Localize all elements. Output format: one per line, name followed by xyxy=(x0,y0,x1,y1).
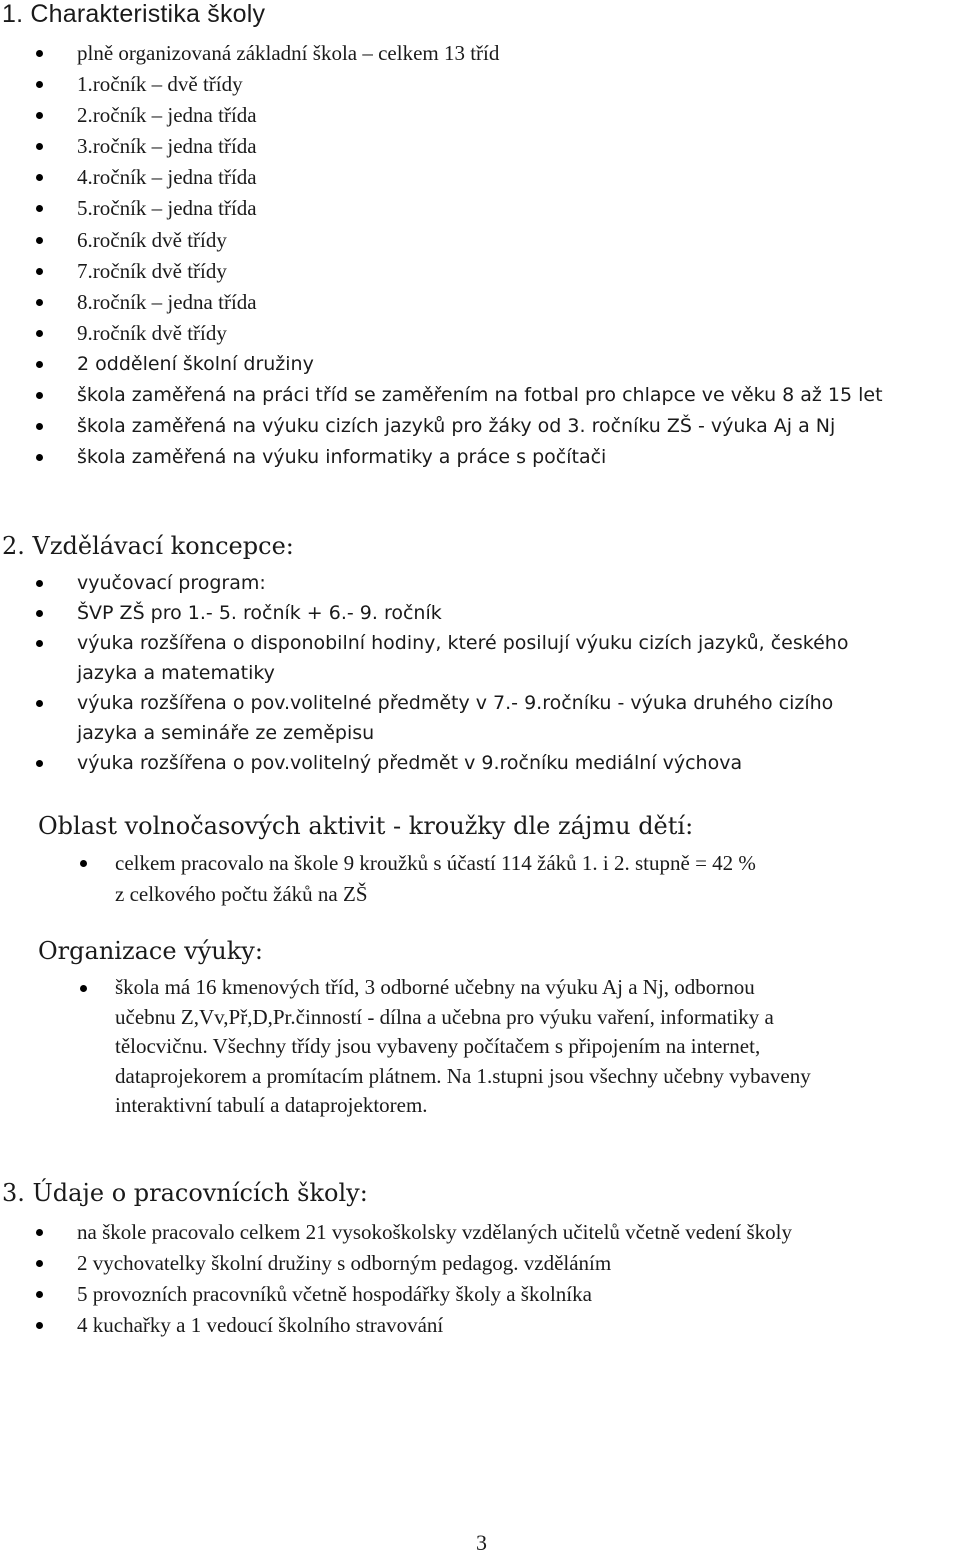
list-item xyxy=(30,442,883,473)
bullet-icon xyxy=(36,1291,43,1298)
list-item-text: 3.ročník – jedna třída xyxy=(77,134,257,159)
list-item-text: na škole pracovalo celkem 21 vysokoškolsky vzdělaných učitelů včetně vedení školy xyxy=(77,1220,792,1244)
bullet-icon xyxy=(36,423,43,430)
bullet-icon xyxy=(36,143,43,150)
list-item xyxy=(30,100,883,131)
list-item-text-continued: jazyka a semináře ze zeměpisu xyxy=(77,722,375,744)
section-2-heading: 2. Vzdělávací koncepce: xyxy=(2,532,294,560)
list-item xyxy=(30,349,883,380)
list-item-text: škola zaměřená na výuku cizích jazyků pro žáky od 3. ročníku ZŠ - výuka Aj a Nj xyxy=(77,415,836,438)
bullet-icon xyxy=(36,700,43,707)
list-item-text: 5.ročník – jedna třída xyxy=(77,196,257,221)
list-item-text: 7.ročník dvě třídy xyxy=(77,258,227,283)
bullet-icon xyxy=(80,985,87,992)
list-item-text: 8.ročník – jedna třída xyxy=(77,289,257,314)
list-item-text: ŠVP ZŠ pro 1.- 5. ročník + 6.- 9. ročník xyxy=(77,602,442,624)
staff-list xyxy=(30,1217,792,1341)
list-item xyxy=(30,598,848,628)
list-item xyxy=(30,69,883,100)
list-item xyxy=(30,568,848,598)
section-3-heading: 3. Údaje o pracovnících školy: xyxy=(2,1179,368,1207)
list-item-text-continued: z celkového počtu žáků na ZŠ xyxy=(115,882,368,906)
section-1-heading: 1. Charakteristika školy xyxy=(2,0,266,28)
list-item xyxy=(30,287,883,318)
bullet-icon xyxy=(36,112,43,119)
list-item xyxy=(30,256,883,287)
list-item-text-continued: interaktivní tabulí a dataprojektorem. xyxy=(115,1093,428,1117)
list-item-text: výuka rozšířena o pov.volitelné předměty v 7.- 9.ročníku - výuka druhého cizího xyxy=(77,692,834,714)
bullet-icon xyxy=(36,361,43,368)
bullet-icon xyxy=(36,580,43,587)
bullet-icon xyxy=(36,268,43,275)
bullet-icon xyxy=(36,81,43,88)
list-item-text: 4.ročník – jedna třída xyxy=(77,165,257,190)
list-item-text: 4 kuchařky a 1 vedoucí školního stravování xyxy=(77,1313,444,1337)
bullet-icon xyxy=(36,330,43,337)
list-item xyxy=(30,688,848,748)
bullet-icon xyxy=(36,50,43,57)
list-item-text: vyučovací program: xyxy=(77,572,266,594)
bullet-icon xyxy=(36,392,43,399)
bullet-icon xyxy=(36,237,43,244)
bullet-icon xyxy=(36,1322,43,1329)
list-item xyxy=(30,1248,792,1279)
bullet-icon xyxy=(36,610,43,617)
list-item xyxy=(72,848,756,910)
list-item-text: 9.ročník dvě třídy xyxy=(77,320,227,345)
bullet-icon xyxy=(80,860,87,867)
list-item xyxy=(30,1279,792,1310)
activities-heading: Oblast volnočasových aktivit - kroužky dle zájmu dětí: xyxy=(38,812,694,840)
bullet-icon xyxy=(36,760,43,767)
bullet-icon xyxy=(36,174,43,181)
bullet-icon xyxy=(36,299,43,306)
list-item xyxy=(30,380,883,411)
school-characteristics-list xyxy=(30,38,883,473)
list-item-text-continued: učebnu Z,Vv,Př,D,Pr.činností - dílna a učebna pro výuku vaření, informatiky a xyxy=(115,1004,774,1029)
bullet-icon xyxy=(36,640,43,647)
organization-list xyxy=(72,973,811,1121)
list-item xyxy=(30,1310,792,1341)
bullet-icon xyxy=(36,454,43,461)
education-concept-list xyxy=(30,568,848,778)
list-item-text: škola zaměřená na výuku informatiky a práce s počítači xyxy=(77,446,607,469)
list-item-text-continued: jazyka a matematiky xyxy=(77,662,275,684)
list-item-text: 2 oddělení školní družiny xyxy=(77,352,314,375)
list-item-text: celkem pracovalo na škole 9 kroužků s účastí 114 žáků 1. i 2. stupně = 42 % xyxy=(115,851,756,875)
list-item xyxy=(30,411,883,442)
page-number: 3 xyxy=(476,1530,487,1555)
list-item-text: 2 vychovatelky školní družiny s odborným pedagog. vzděláním xyxy=(77,1251,612,1275)
list-item xyxy=(30,193,883,224)
list-item-text: 6.ročník dvě třídy xyxy=(77,227,227,252)
list-item xyxy=(30,748,848,778)
organization-heading: Organizace výuky: xyxy=(38,937,263,965)
list-item-text: výuka rozšířena o disponobilní hodiny, které posilují výuku cizích jazyků, českého xyxy=(77,632,849,654)
list-item-text-continued: dataprojekorem a promítacím plátnem. Na 1.stupni jsou všechny učebny vybaveny xyxy=(115,1063,811,1088)
list-item-text: 2.ročník – jedna třída xyxy=(77,103,257,128)
activities-list xyxy=(72,848,756,910)
list-item-text: 1.ročník – dvě třídy xyxy=(77,72,243,97)
list-item-text: škola zaměřená na práci tříd se zaměřením na fotbal pro chlapce ve věku 8 až 15 let xyxy=(77,384,883,407)
list-item-text: 5 provozních pracovníků včetně hospodářky školy a školníka xyxy=(77,1282,592,1306)
bullet-icon xyxy=(36,1260,43,1267)
list-item xyxy=(30,225,883,256)
list-item-text: výuka rozšířena o pov.volitelný předmět v 9.ročníku mediální výchova xyxy=(77,752,743,774)
list-item xyxy=(72,973,811,1121)
list-item xyxy=(30,38,883,69)
list-item xyxy=(30,318,883,349)
list-item-text: škola má 16 kmenových tříd, 3 odborné učebny na výuku Aj a Nj, odbornou xyxy=(115,975,755,999)
list-item-text-continued: tělocvičnu. Všechny třídy jsou vybaveny počítačem s připojením na internet, xyxy=(115,1034,761,1058)
list-item xyxy=(30,131,883,162)
list-item xyxy=(30,1217,792,1248)
list-item xyxy=(30,162,883,193)
list-item-text: plně organizovaná základní škola – celkem 13 tříd xyxy=(77,41,500,65)
bullet-icon xyxy=(36,205,43,212)
list-item xyxy=(30,628,848,688)
bullet-icon xyxy=(36,1229,43,1236)
